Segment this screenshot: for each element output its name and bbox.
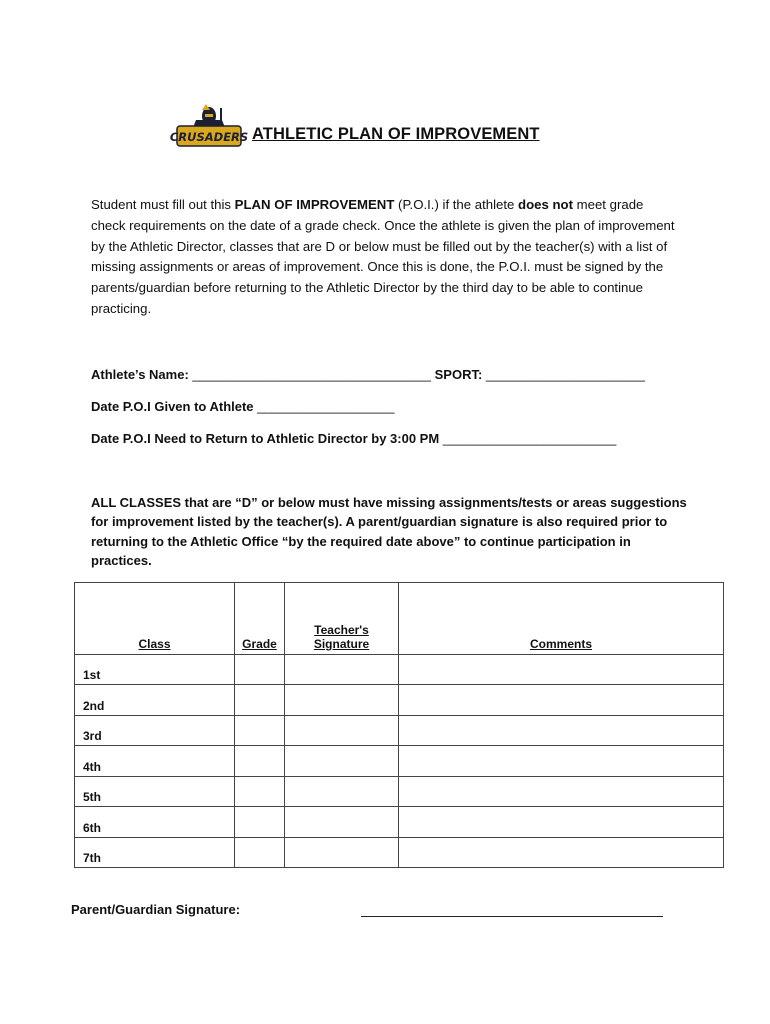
header-grade: Grade [235,583,285,655]
header-teacher-signature: Teacher's Signature [285,583,399,655]
date-return-label: Date P.O.I Need to Return to Athletic Director by 3:00 PM [91,431,440,446]
date-return-blank[interactable]: ________________________ [442,431,617,446]
comments-cell[interactable] [399,654,724,684]
date-given-blank[interactable]: ___________________ [257,399,395,414]
table-header-row [75,583,724,655]
svg-text:CRUSADERS: CRUSADERS [169,130,249,144]
intro-paragraph: Student must fill out this PLAN OF IMPROVEMENT (P.O.I.) if the athlete does not meet grade check requirements on the date of a grade check. Once the athlete is given the plan of improvement by the Athletic Director, classes that are D or below must be filled out by the teacher(s) with a list of missing assignments or areas of improvement. Once this is done, the P.O.I. must be signed by the parents/guardian before returning to the Athletic Director by the third day to be able to continue practicing. [91,197,675,316]
athlete-name-label: Athlete’s Name: [91,367,189,382]
crusaders-logo [169,104,249,150]
teacher-signature-cell[interactable] [285,715,399,745]
class-cell: 5th [75,776,235,806]
grade-cell[interactable] [235,685,285,715]
class-cell: 3rd [75,715,235,745]
grade-cell[interactable] [235,715,285,745]
teacher-signature-cell[interactable] [285,776,399,806]
table-row [75,654,724,684]
sport-blank[interactable]: ______________________ [485,367,645,382]
grade-cell[interactable] [235,837,285,868]
date-given-label: Date P.O.I Given to Athlete [91,399,254,414]
table-row [75,807,724,837]
table-row [75,837,724,868]
parent-signature-line[interactable] [361,916,663,917]
athlete-name-blank[interactable]: _________________________________ [192,367,431,382]
table-row [75,715,724,745]
comments-cell[interactable] [399,837,724,868]
teacher-signature-cell[interactable] [285,807,399,837]
parent-signature-label: Parent/Guardian Signature: [71,902,241,917]
date-given-field[interactable] [91,399,395,414]
teacher-signature-cell[interactable] [285,837,399,868]
knight-logo-icon [169,104,249,150]
grade-cell[interactable] [235,654,285,684]
comments-cell[interactable] [399,746,724,776]
comments-cell[interactable] [399,807,724,837]
header-class: Class [75,583,235,655]
comments-cell[interactable] [399,715,724,745]
grade-cell[interactable] [235,746,285,776]
sport-label: SPORT: [434,367,483,382]
grade-cell[interactable] [235,776,285,806]
comments-cell[interactable] [399,685,724,715]
header-comments: Comments [399,583,724,655]
page-title: ATHLETIC PLAN OF IMPROVEMENT [252,125,540,143]
class-cell: 4th [75,746,235,776]
table-row [75,776,724,806]
teacher-signature-cell[interactable] [285,746,399,776]
class-cell: 6th [75,807,235,837]
comments-cell[interactable] [399,776,724,806]
athlete-name-field[interactable] [91,367,645,382]
date-return-field[interactable] [91,431,616,446]
class-cell: 1st [75,654,235,684]
class-cell: 7th [75,837,235,868]
teacher-signature-cell[interactable] [285,685,399,715]
class-table [74,582,724,868]
grade-cell[interactable] [235,807,285,837]
table-row [75,685,724,715]
teacher-signature-cell[interactable] [285,654,399,684]
class-cell: 2nd [75,685,235,715]
table-row [75,746,724,776]
classes-notice: ALL CLASSES that are “D” or below must have missing assignments/tests or areas suggestions for improvement listed by the teacher(s). A parent/guardian signature is also required prior to returning to the Athletic Office “by the required date above” to continue participation in practices. [91,495,687,569]
